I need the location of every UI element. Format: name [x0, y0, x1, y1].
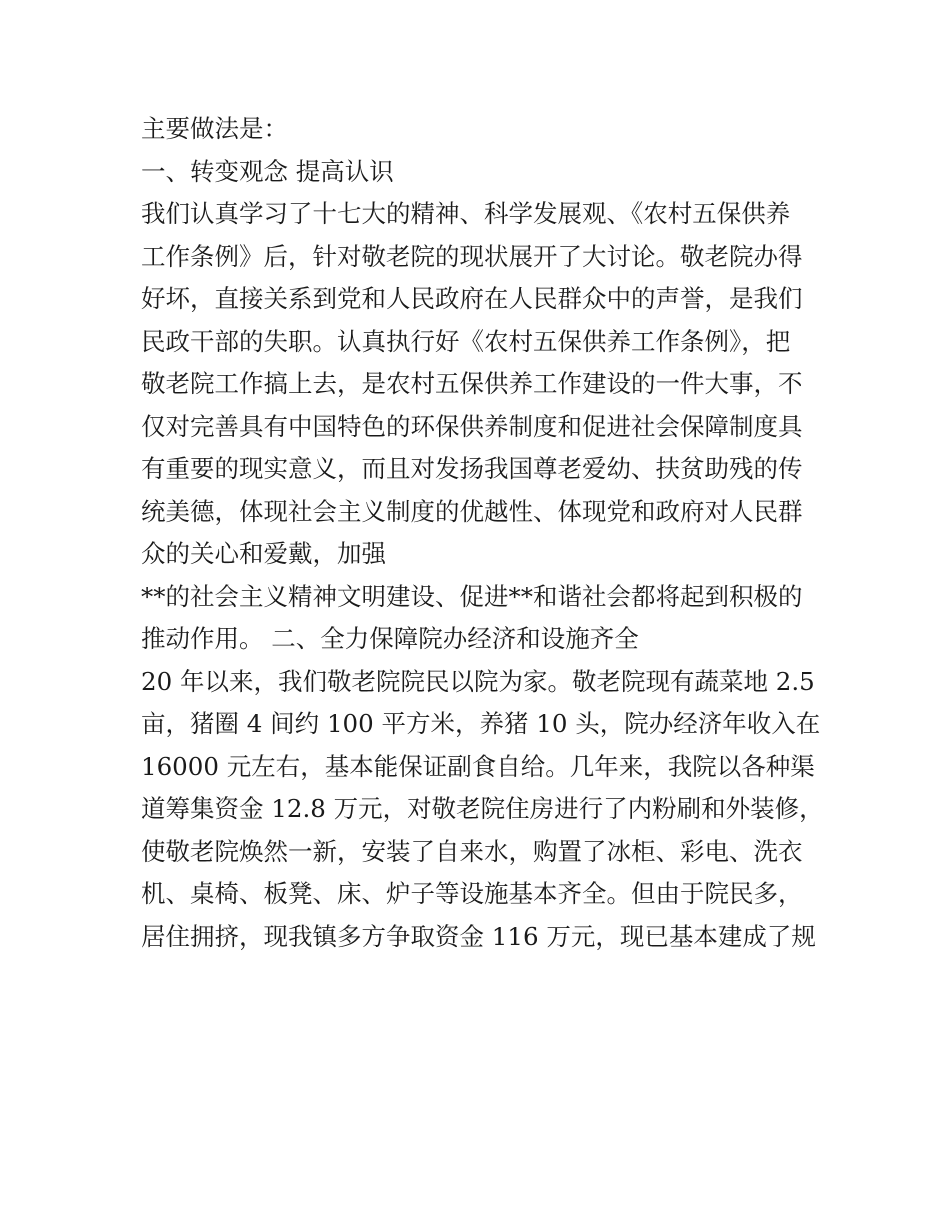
text-line: 亩，猪圈 4 间约 100 平方米，养猪 10 头，院办经济年收入在: [141, 709, 821, 738]
text-line: 16000 元左右，基本能保证副食自给。几年来，我院以各种渠: [141, 751, 815, 781]
text-line: 推动作用。 二、全力保障院办经济和设施齐全: [141, 624, 639, 653]
text-line: 统美德，体现社会主义制度的优越性、体现党和政府对人民群: [141, 496, 803, 526]
text-line: 机、桌椅、板凳、床、炉子等设施基本齐全。但由于院民多，: [141, 879, 803, 908]
text-line: 敬老院工作搞上去，是农村五保供养工作建设的一件大事，不: [141, 369, 803, 398]
text-line: 好坏，直接关系到党和人民政府在人民群众中的声誉，是我们: [141, 284, 803, 313]
text-line: **的社会主义精神文明建设、促进**和谐社会都将起到积极的: [141, 581, 803, 611]
text-line: 民政干部的失职。认真执行好《农村五保供养工作条例》，把: [141, 326, 791, 356]
text-line: 工作条例》后，针对敬老院的现状展开了大讨论。敬老院办得: [141, 241, 803, 271]
text-line: 有重要的现实意义，而且对发扬我国尊老爱幼、扶贫助残的传: [141, 454, 803, 483]
text-line: 仅对完善具有中国特色的环保供养制度和促进社会保障制度具: [141, 411, 803, 441]
text-line: 使敬老院焕然一新，安装了自来水，购置了冰柜、彩电、洗衣: [141, 836, 803, 866]
text-line: 居住拥挤，现我镇多方争取资金 116 万元，现已基本建成了规: [141, 921, 816, 951]
section-heading: 一、转变观念 提高认识: [141, 156, 394, 186]
text-line: 道筹集资金 12.8 万元，对敬老院住房进行了内粉刷和外装修，: [141, 794, 824, 823]
document-body: [141, 108, 824, 958]
text-line: 众的关心和爱戴，加强: [141, 539, 386, 568]
text-line: 20 年以来，我们敬老院院民以院为家。敬老院现有蔬菜地 2.5: [141, 666, 815, 696]
text-line: 主要做法是：: [141, 114, 288, 143]
text-line: 我们认真学习了十七大的精神、科学发展观、《农村五保供养: [141, 199, 791, 228]
